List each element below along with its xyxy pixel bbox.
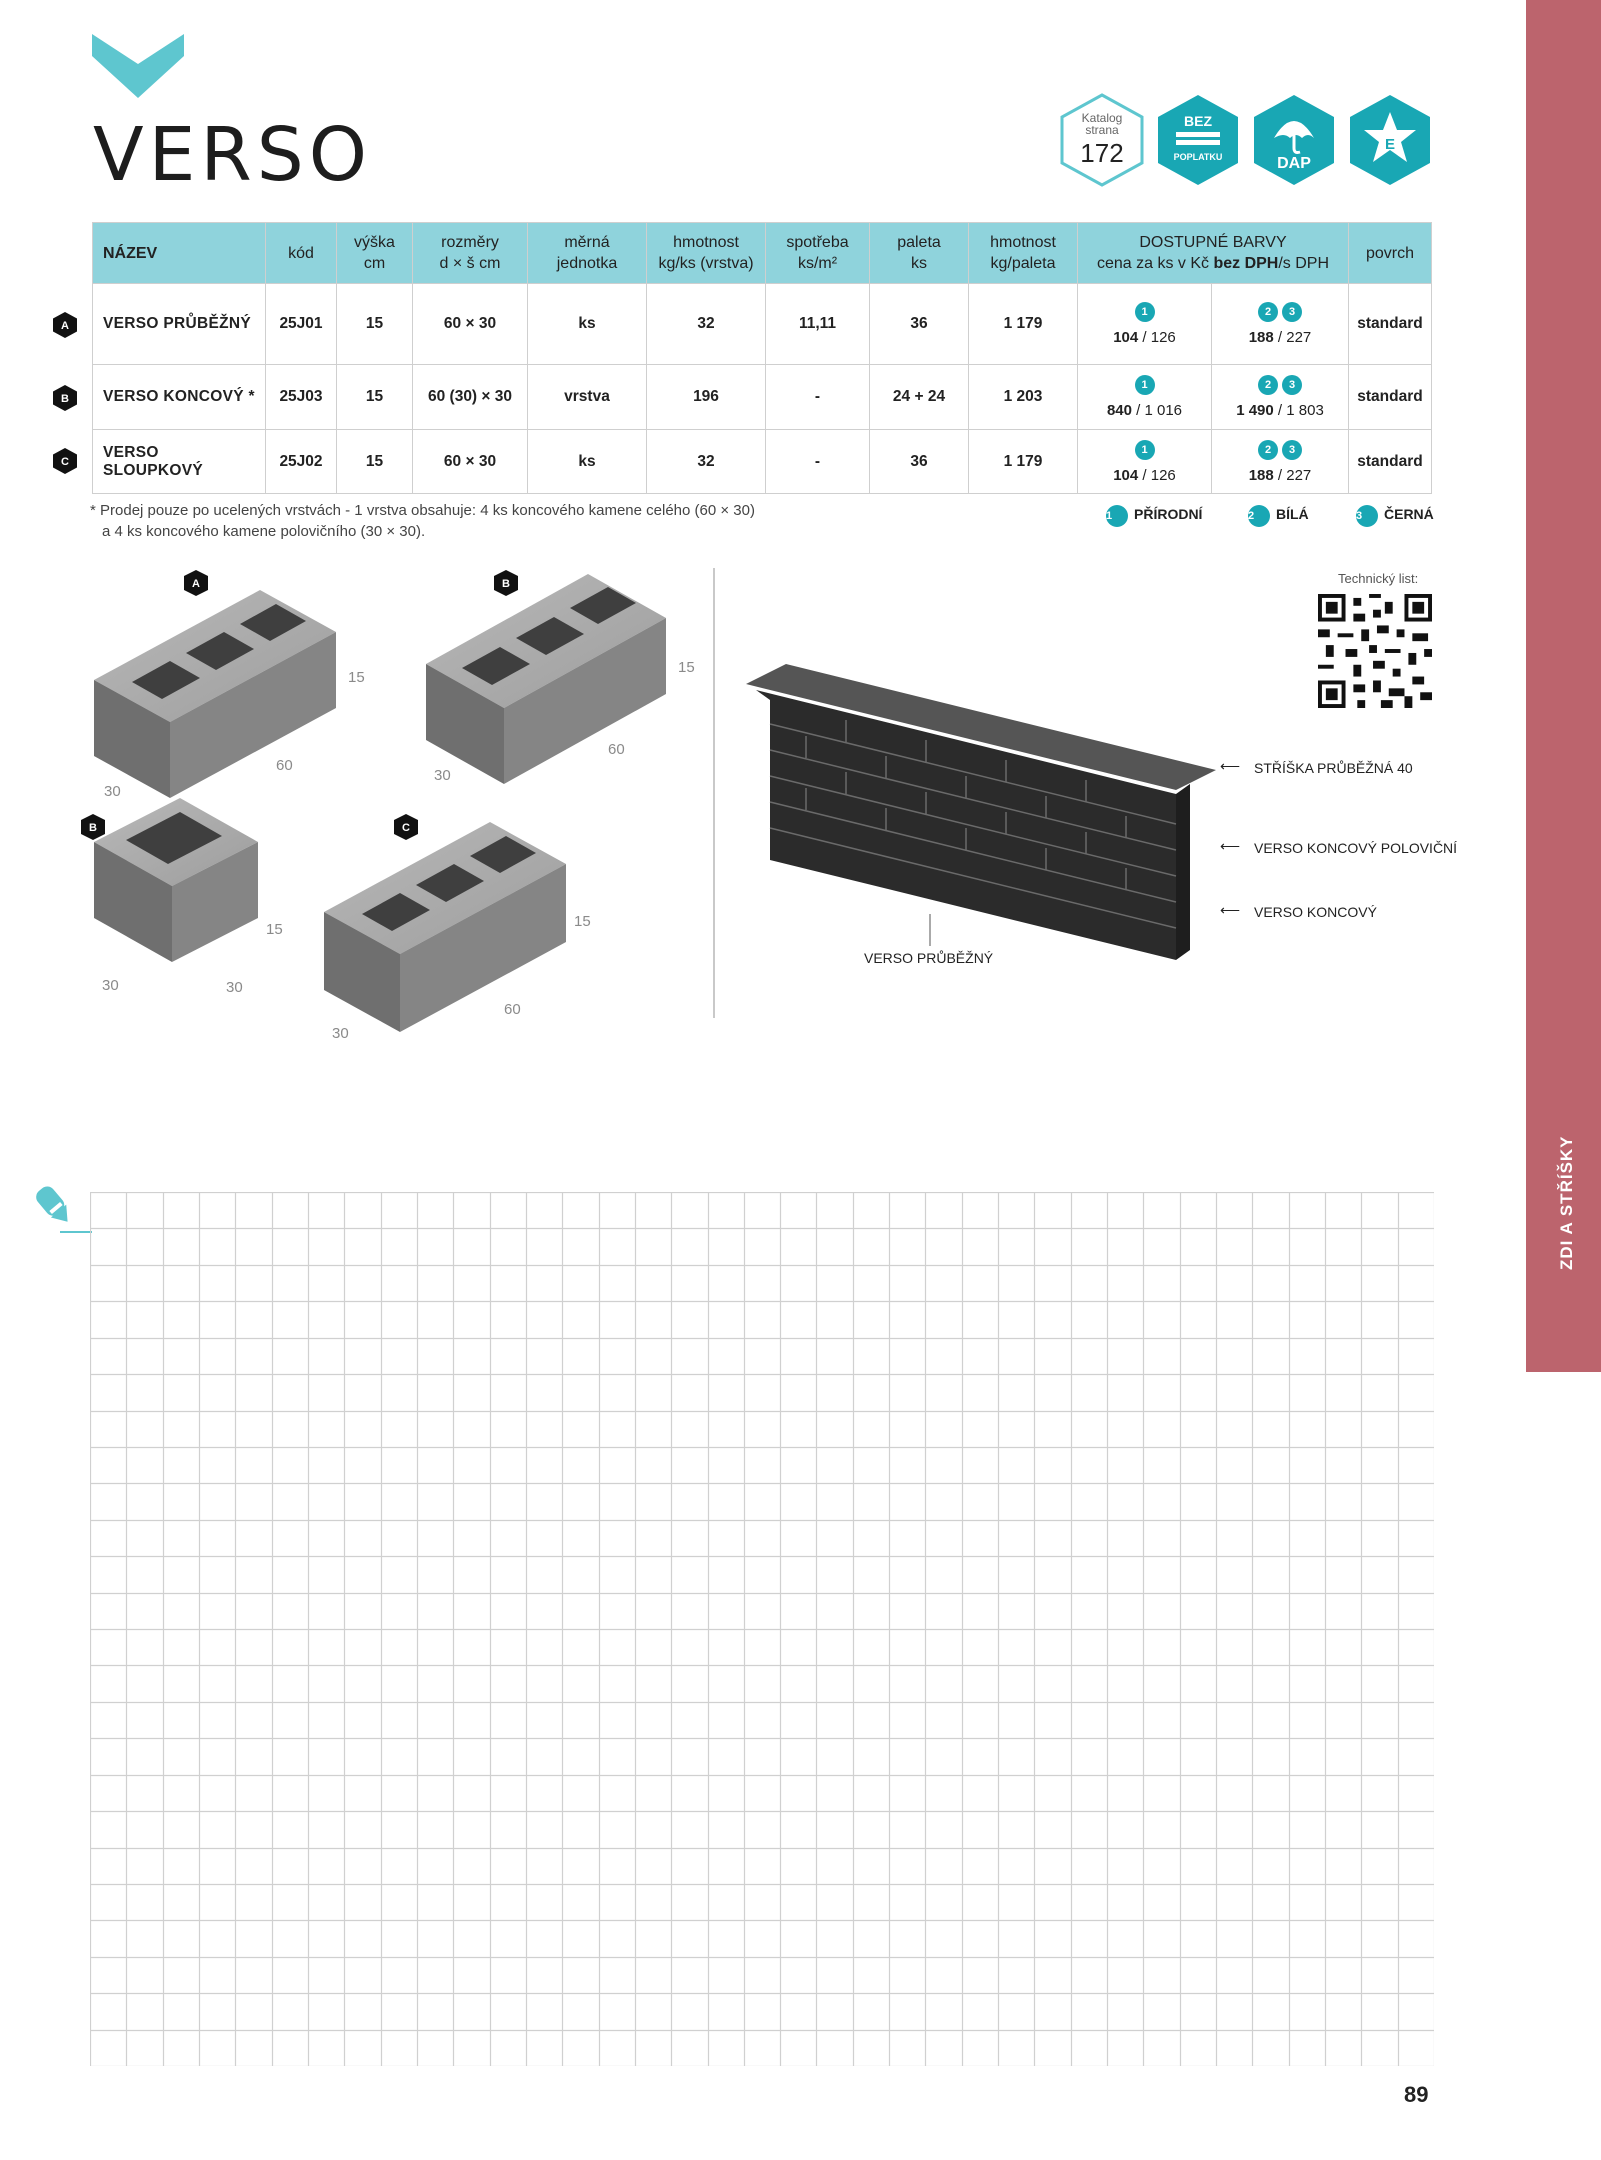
figure-marker-b (494, 570, 518, 596)
footnote: * Prodej pouze po ucelených vrstvách - 1 vrstva obsahuje: 4 ks koncového kamene celého (60 × 30) a 4 ks koncového kamene polovičního (30 × 30). (90, 502, 755, 540)
dim-label: 15 (348, 669, 365, 686)
figure-marker-b2 (81, 814, 105, 840)
cell-pallet: 24 + 24 (870, 365, 969, 430)
cell-unit: ks (528, 284, 647, 365)
cell-unit: ks (528, 430, 647, 494)
col-header-pallet-weight: hmotnost kg/paleta (969, 223, 1078, 284)
wall-illustration (746, 660, 1226, 970)
figure-marker-c (394, 814, 418, 840)
cell-price-white-black: 2 3 188 / 227 (1212, 430, 1349, 494)
svg-text:B: B (502, 578, 510, 590)
product-spec-table (92, 222, 1432, 494)
color-badge-1: 1 (1135, 375, 1155, 395)
cell-surface: standard (1349, 430, 1432, 494)
legend-item: 2 BÍLÁ (1246, 505, 1309, 527)
color-badge-2: 2 (1258, 375, 1278, 395)
cell-code: 25J02 (266, 430, 337, 494)
cell-unit: vrstva (528, 365, 647, 430)
cell-pallet-weight: 1 179 (969, 430, 1078, 494)
svg-text:A: A (61, 320, 69, 332)
catalog-page-badge (1058, 92, 1146, 188)
svg-text:A: A (192, 578, 200, 590)
color-badge-1: 1 (1135, 440, 1155, 460)
dim-label: 60 (276, 757, 293, 774)
svg-text:DAP: DAP (1277, 155, 1311, 172)
col-header-weight: hmotnost kg/ks (vrstva) (647, 223, 766, 284)
dim-label: 60 (504, 1001, 521, 1018)
cell-name: VERSO PRŮBĚŽNÝ (93, 284, 266, 365)
cell-pallet-weight: 1 203 (969, 365, 1078, 430)
color-badge-1: 1 (1135, 302, 1155, 322)
color-badge-2: 2 (1258, 440, 1278, 460)
block-b-end-illustration (426, 574, 666, 784)
table-row (93, 365, 1432, 430)
section-tab-label: ZDI A STŘÍŠKY (1557, 1135, 1576, 1270)
row-marker-a (52, 312, 78, 338)
dim-label: 15 (574, 913, 591, 930)
cell-code: 25J01 (266, 284, 337, 365)
col-header-name: NÁZEV (93, 223, 266, 284)
cell-price-white-black: 2 3 188 / 227 (1212, 284, 1349, 365)
svg-text:172: 172 (1080, 138, 1124, 168)
color-badge-2: 2 (1258, 302, 1278, 322)
cell-price-natural: 1 104 / 126 (1078, 430, 1212, 494)
callout-through: VERSO PRŮBĚŽNÝ (864, 950, 994, 966)
dim-label: 60 (608, 741, 625, 758)
cell-height: 15 (337, 365, 413, 430)
cell-dims: 60 × 30 (413, 284, 528, 365)
table-row (93, 284, 1432, 365)
dim-label: 30 (226, 979, 243, 996)
callout-cap-arrow: ⟵ (1220, 758, 1241, 774)
svg-text:B: B (61, 393, 69, 405)
cell-consumption: - (766, 365, 870, 430)
table-row (93, 430, 1432, 494)
svg-text:POPLATKU: POPLATKU (1173, 152, 1223, 162)
cell-code: 25J03 (266, 365, 337, 430)
cell-price-natural: 1 840 / 1 016 (1078, 365, 1212, 430)
callout-half: VERSO KONCOVÝ POLOVIČNÍ (1254, 840, 1458, 856)
block-c-illustration (324, 822, 566, 1032)
col-header-dims: rozměry d × š cm (413, 223, 528, 284)
figure-marker-a (184, 570, 208, 596)
dim-label: 15 (266, 921, 283, 938)
figure-divider (713, 568, 715, 1018)
col-header-colors: DOSTUPNÉ BARVY cena za ks v Kč bez DPH/s DPH (1078, 223, 1349, 284)
color-badge-3: 3 (1282, 440, 1302, 460)
color-badge-3: 3 (1282, 375, 1302, 395)
cell-weight: 196 (647, 365, 766, 430)
svg-text:E: E (1384, 136, 1396, 153)
cell-pallet: 36 (870, 430, 969, 494)
cell-surface: standard (1349, 284, 1432, 365)
col-header-pallet: paleta ks (870, 223, 969, 284)
dim-label: 30 (434, 767, 451, 784)
legend-item: 3 ČERNÁ (1354, 505, 1434, 527)
block-a-illustration (94, 590, 336, 798)
qr-label: Technický list: (1338, 571, 1419, 586)
chevron-logo-icon (92, 34, 184, 98)
callout-cap: STŘÍŠKA PRŮBĚŽNÁ 40 (1254, 760, 1413, 776)
cell-height: 15 (337, 284, 413, 365)
page-title: VERSO (93, 112, 373, 198)
dim-label: 30 (332, 1025, 349, 1042)
svg-text:Katalog: Katalog (1081, 111, 1123, 125)
cell-pallet-weight: 1 179 (969, 284, 1078, 365)
cell-dims: 60 × 30 (413, 430, 528, 494)
cell-pallet: 36 (870, 284, 969, 365)
cell-weight: 32 (647, 284, 766, 365)
legend-item: 1 PŘÍRODNÍ (1104, 505, 1202, 527)
svg-text:BEZ: BEZ (1184, 113, 1212, 129)
color-badge-3: 3 (1282, 302, 1302, 322)
page-number: 89 (1404, 2082, 1429, 2107)
row-marker-c (52, 448, 78, 474)
col-header-surface: povrch (1349, 223, 1432, 284)
block-b-half-illustration (94, 798, 258, 962)
cell-name: VERSO SLOUPKOVÝ (93, 430, 266, 494)
cell-name: VERSO KONCOVÝ * (93, 365, 266, 430)
cell-price-white-black: 2 3 1 490 / 1 803 (1212, 365, 1349, 430)
cell-price-natural: 1 104 / 126 (1078, 284, 1212, 365)
col-header-height: výška cm (337, 223, 413, 284)
dim-label: 15 (678, 659, 695, 676)
qr-code[interactable] (1318, 594, 1432, 708)
cell-consumption: - (766, 430, 870, 494)
cell-weight: 32 (647, 430, 766, 494)
no-fee-pallet-icon (1154, 92, 1242, 188)
umbrella-dap-icon (1250, 92, 1338, 188)
svg-text:C: C (61, 456, 69, 468)
svg-text:strana: strana (1085, 123, 1119, 137)
dim-label: 30 (102, 977, 119, 994)
cell-height: 15 (337, 430, 413, 494)
pencil-notes-icon (34, 1178, 92, 1236)
callout-half-arrow: ⟵ (1220, 838, 1241, 854)
dim-label: 30 (104, 783, 121, 800)
cell-consumption: 11,11 (766, 284, 870, 365)
row-marker-b (52, 385, 78, 411)
svg-text:C: C (402, 822, 410, 834)
svg-text:B: B (89, 822, 97, 834)
col-header-unit: měrná jednotka (528, 223, 647, 284)
col-header-consumption: spotřeba ks/m² (766, 223, 870, 284)
cell-surface: standard (1349, 365, 1432, 430)
callout-end-arrow: ⟵ (1220, 902, 1241, 918)
table-header-row (93, 223, 1432, 284)
callout-end: VERSO KONCOVÝ (1254, 904, 1377, 920)
cell-dims: 60 (30) × 30 (413, 365, 528, 430)
block-illustrations (80, 570, 720, 1060)
col-header-code: kód (266, 223, 337, 284)
notes-grid (90, 1192, 1434, 2066)
eco-star-icon (1346, 92, 1434, 188)
